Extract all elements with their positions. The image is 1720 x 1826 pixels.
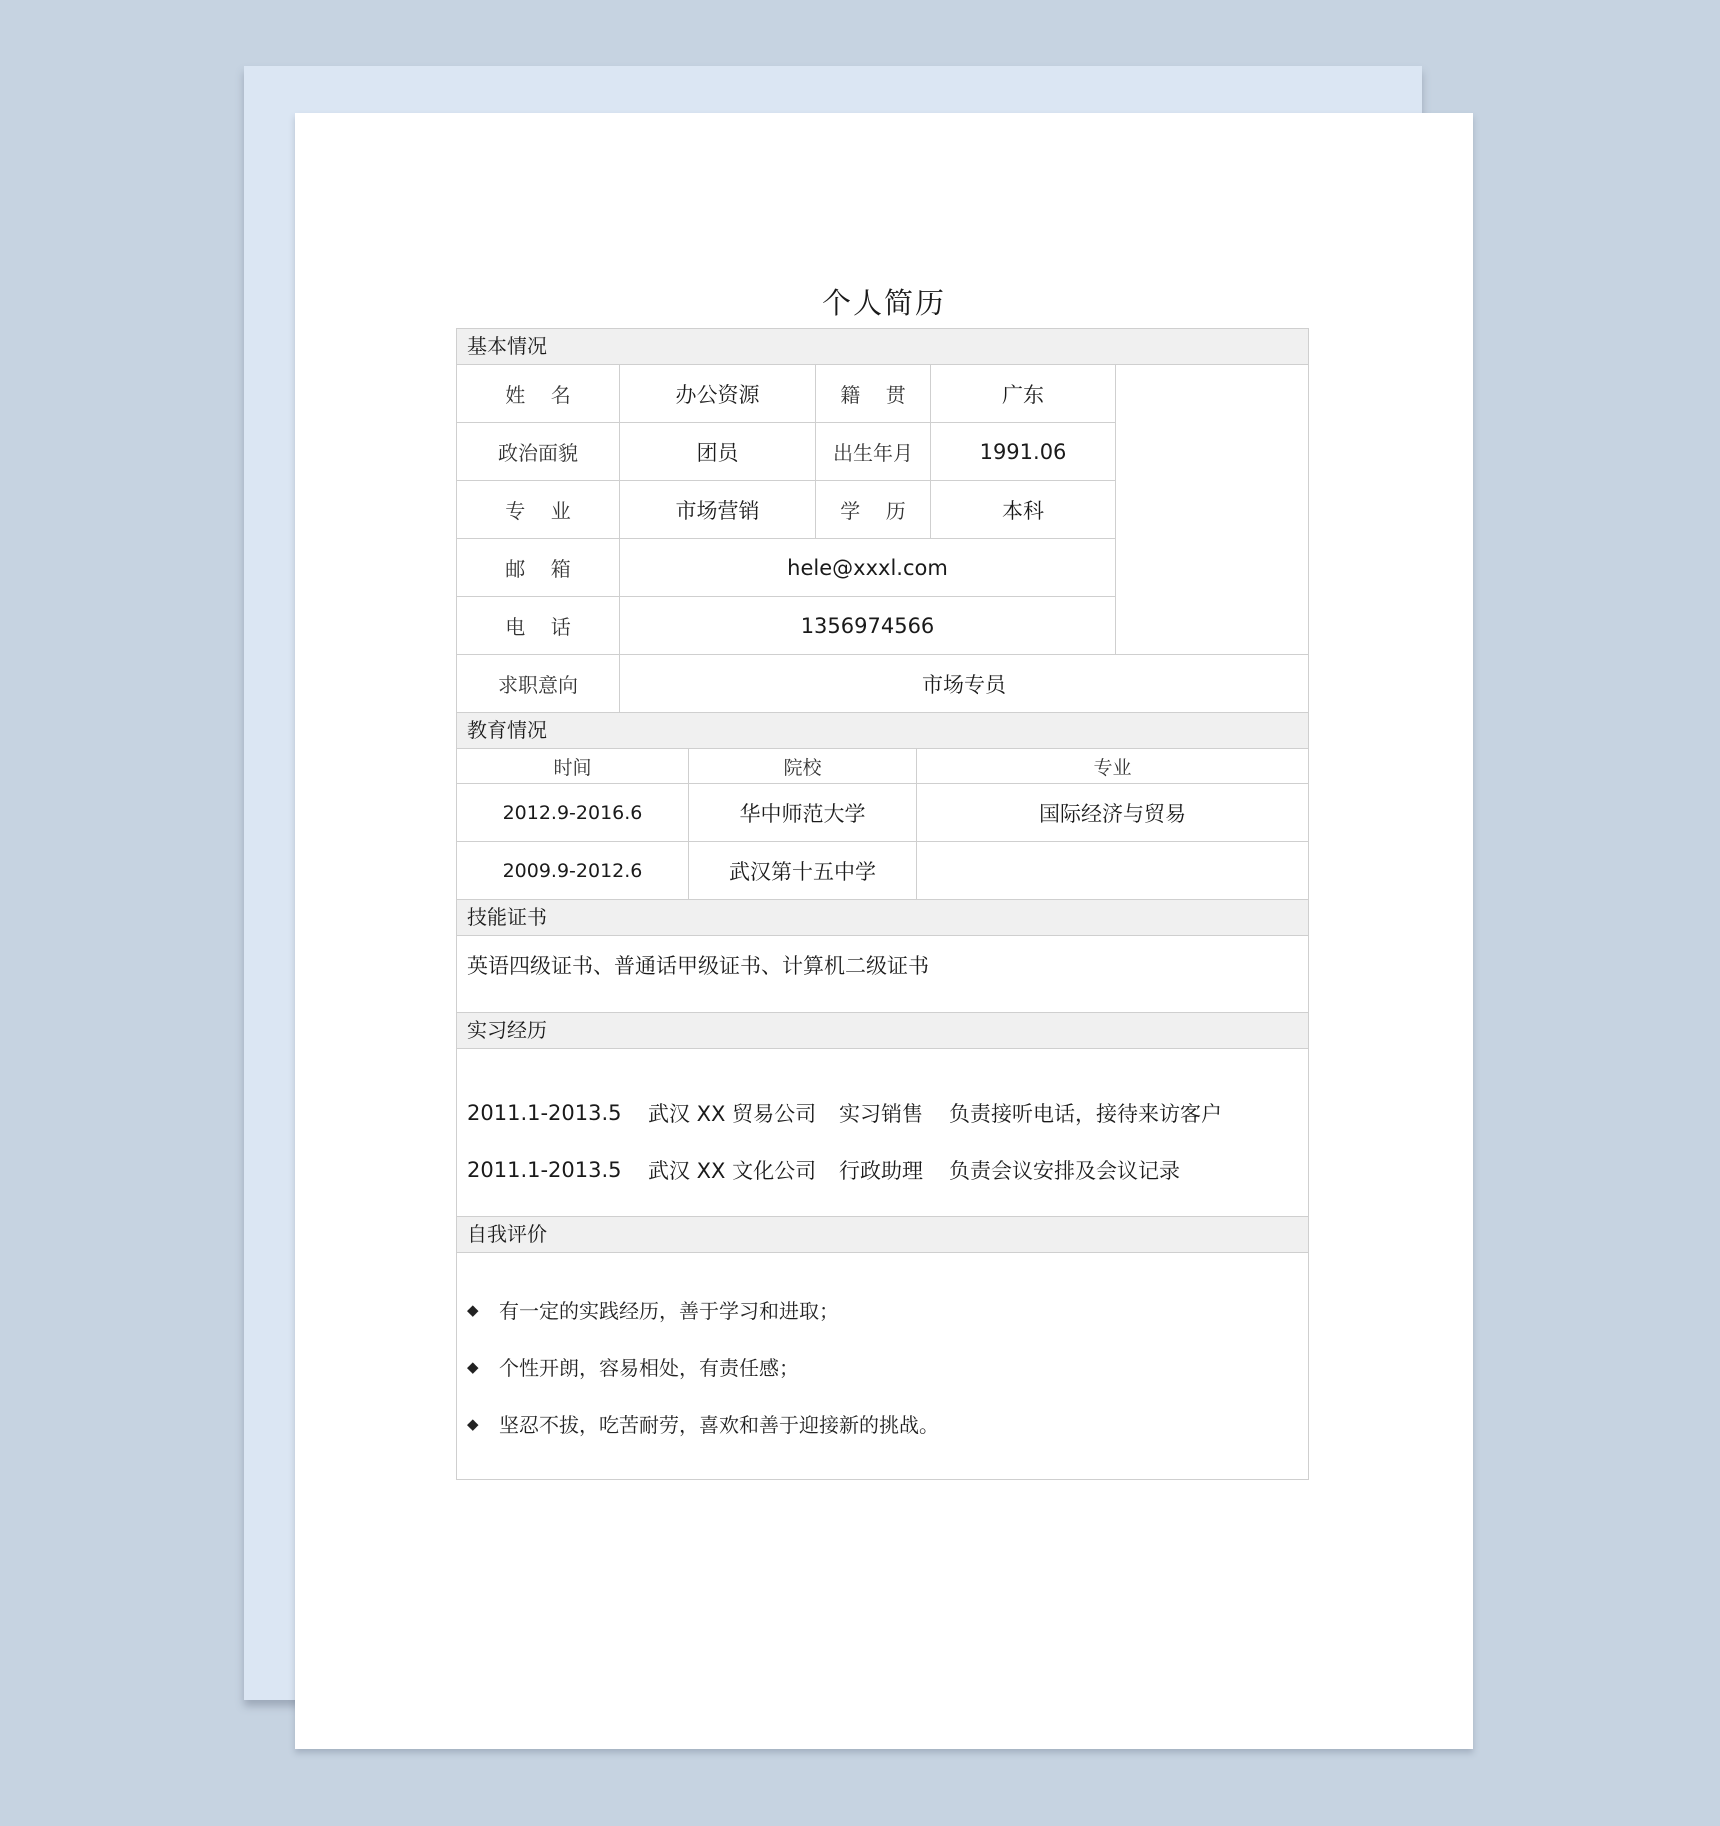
birth-label: 出生年月 [816, 423, 931, 480]
edu-school: 华中师范大学 [689, 784, 917, 841]
photo-area [1116, 365, 1308, 654]
politics-value: 团员 [620, 423, 816, 480]
list-item [467, 1338, 1308, 1395]
self-eval-text: 坚忍不拔，吃苦耐劳，喜欢和善于迎接新的挑战。 [499, 1413, 939, 1437]
edu-major: 国际经济与贸易 [1039, 801, 1186, 826]
edu-time: 2009.9-2012.6 [457, 842, 689, 899]
section-self-heading: 自我评价 [457, 1217, 1308, 1253]
skills-text: 英语四级证书、普通话甲级证书、计算机二级证书 [457, 936, 1308, 1013]
phone-value: 1356974566 [800, 613, 935, 638]
intern-company: 武汉 XX 文化公司 [648, 1158, 817, 1183]
objective-label: 求职意向 [457, 655, 620, 712]
table-row [457, 842, 1308, 900]
email-label: 邮 箱 [457, 539, 620, 596]
intern-period: 2011.1-2013.5 [467, 1157, 622, 1182]
section-internship-heading: 实习经历 [457, 1013, 1308, 1049]
email-value: hele@xxxl.com [787, 555, 948, 580]
list-item [467, 1141, 1308, 1198]
birth-value: 1991.06 [979, 439, 1067, 464]
name-label: 姓 名 [457, 365, 620, 422]
basic-row [457, 597, 1115, 654]
edu-school: 武汉第十五中学 [689, 842, 917, 899]
list-item [467, 1084, 1308, 1141]
edu-col-time: 时间 [457, 749, 689, 783]
basic-row [457, 423, 1115, 481]
section-basic-heading: 基本情况 [457, 329, 1308, 365]
diamond-bullet-icon: ◆ [467, 1414, 479, 1433]
edu-major [917, 842, 1308, 899]
degree-value: 本科 [1002, 498, 1044, 523]
page-title: 个人简历 [821, 286, 946, 320]
origin-value: 广东 [1002, 382, 1044, 407]
name-value: 办公资源 [620, 365, 816, 422]
basic-row [457, 539, 1115, 597]
intern-role: 实习销售 [839, 1101, 923, 1126]
origin-label: 籍 贯 [816, 365, 931, 422]
section-skills-heading: 技能证书 [457, 900, 1308, 936]
list-item [467, 1395, 1308, 1452]
self-eval-text: 个性开朗，容易相处，有责任感； [499, 1356, 799, 1380]
intern-period: 2011.1-2013.5 [467, 1100, 622, 1125]
list-item [467, 1281, 1308, 1338]
table-row [457, 784, 1308, 842]
resume-page [295, 113, 1473, 1749]
section-education-heading: 教育情况 [457, 713, 1308, 749]
intern-company: 武汉 XX 贸易公司 [648, 1101, 817, 1126]
objective-row [457, 655, 1308, 713]
basic-grid [457, 365, 1116, 654]
major-value: 市场营销 [620, 481, 816, 538]
intern-duty: 负责会议安排及会议记录 [949, 1158, 1180, 1183]
self-eval-text: 有一定的实践经历，善于学习和进取； [499, 1299, 839, 1323]
basic-info [457, 365, 1308, 655]
phone-label: 电 话 [457, 597, 620, 654]
edu-time: 2012.9-2016.6 [457, 784, 689, 841]
diamond-bullet-icon: ◆ [467, 1300, 479, 1319]
education-header-row [457, 749, 1308, 784]
intern-role: 行政助理 [839, 1158, 923, 1183]
internship-list [457, 1049, 1308, 1217]
diamond-bullet-icon: ◆ [467, 1357, 479, 1376]
self-eval-list [457, 1253, 1308, 1479]
major-label: 专 业 [457, 481, 620, 538]
basic-row [457, 481, 1115, 539]
objective-value: 市场专员 [922, 672, 1006, 697]
edu-col-school: 院校 [689, 749, 917, 783]
politics-label: 政治面貌 [457, 423, 620, 480]
resume-table [456, 328, 1309, 1480]
intern-duty: 负责接听电话，接待来访客户 [949, 1101, 1222, 1126]
degree-label: 学 历 [816, 481, 931, 538]
edu-col-major: 专业 [1093, 756, 1132, 779]
basic-row [457, 365, 1115, 423]
